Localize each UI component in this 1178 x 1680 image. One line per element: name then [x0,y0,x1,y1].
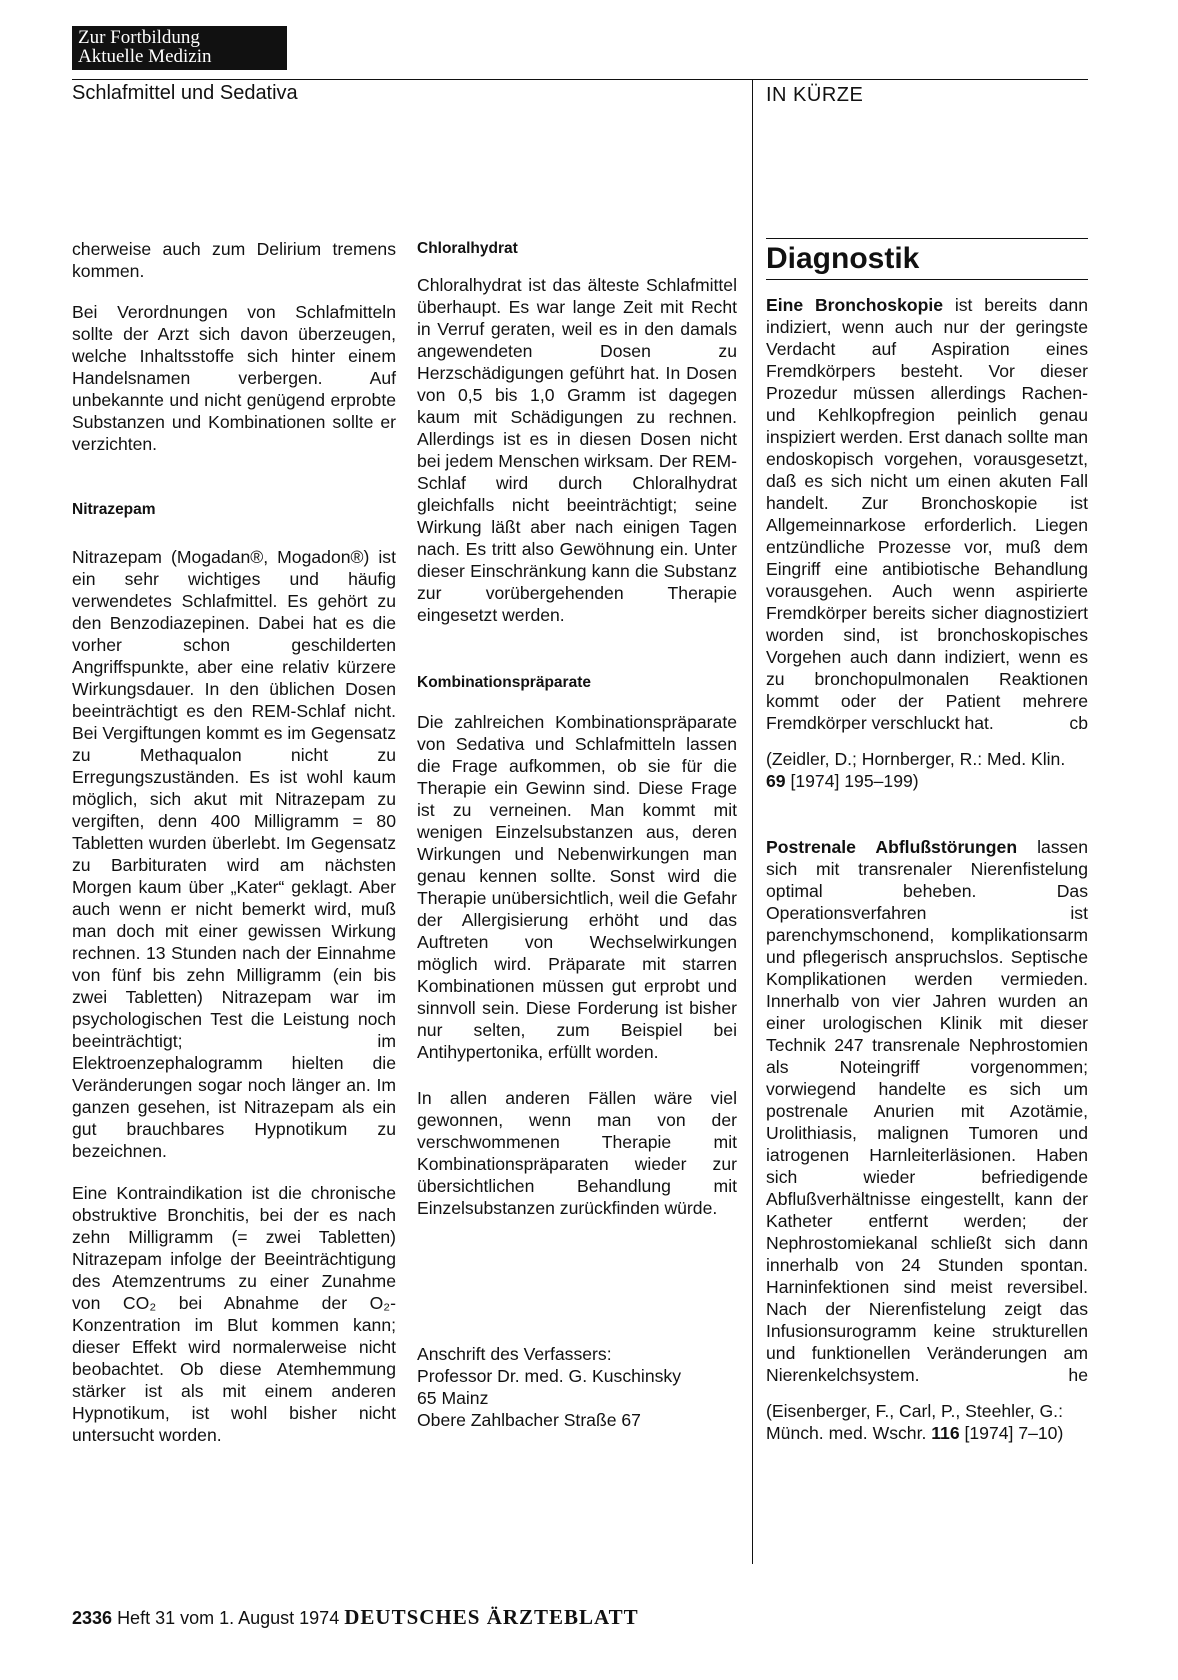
address-line: Obere Zahlbacher Straße 67 [417,1410,641,1430]
author-address [417,1343,737,1431]
brief-text: ist bereits dann indiziert, wenn auch nur der geringste Verdacht auf Aspiration eines Fremdkörpers besteht. Vor dieser Prozedur müssen allerdings Rachen- und Kehlkopfregion peinlich genau inspiziert werden. Erst danach sollte man endoskopisch vorgehen, vorausgesetzt, daß es sich nicht um einen akuten Fall handelt. Zur Bronchoskopie ist Allgemeinnarkose erforderlich. Liegen entzündliche Prozesse vor, muß dem Eingriff eine antibiotische Behandlung vorausgehen. Auch wenn aspirierte Fremdkörper bereits sicher diagnostiziert worden sind, ist bronchoskopisches Vorgehen auch dann indiziert, wenn es zu bronchopulmonalen Reaktionen kommt oder der Patient mehrere Fremdkörper verschluckt hat. [766,295,1088,733]
title-rule-bottom [766,279,1088,280]
column-1 [72,238,396,1446]
page-footer [72,1605,639,1630]
issue-info: Heft 31 vom 1. August 1974 [117,1608,340,1628]
reference-text: (Eisenberger, F., Carl, P., Steehler, G.: Münch. med. Wschr. [766,1401,1063,1443]
paragraph: Die zahlreichen Kombinationspräparate von Sedativa und Schlafmitteln lassen die Frage aufkommen, ob sie für die Therapie ein Gewinn sind. Diese Frage ist zu verneinen. Man kommt mit wenigen Einzelsubstanzen aus, deren Wirkungen und Nebenwirkungen man genau kennen sollte. Sonst wird die Therapie unübersichtlich, weil die Gefahr der Allergisierung erhöht und das Auftreten von Wechselwirkungen möglich wird. Präparate mit starren Kombinationen müssen gut erprobt und sinnvoll sein. Diese Forderung ist bisher nur selten, zum Beispiel bei Antihypertonika, erfüllt worden. [417,712,737,1062]
author-initials: he [1068,1365,1088,1385]
rubric-label [72,26,287,70]
address-line: Professor Dr. med. G. Kuschinsky [417,1366,681,1386]
paragraph: Chloralhydrat ist das älteste Schlafmittel überhaupt. Es war lange Zeit mit Recht in Verruf geraten, weil es in den damals angewendeten Dosen zu Herzschädigungen geführt hat. In Dosen von 0,5 bis 1,0 Gramm ist dagegen kaum mit Schädigungen zu rechnen. Allerdings ist es in diesen Dosen nicht bei jedem Menschen wirksam. Der REM-Schlaf wird durch Chloralhydrat gleichfalls nicht beeinträchtigt; seine Wirkung läßt aber nach einigen Tagen nach. Es tritt also Gewöhnung ein. Unter dieser Einschränkung kann die Substanz zur vorübergehenden Therapie eingesetzt werden. [417,275,737,625]
paragraph: In allen anderen Fällen wäre viel gewonnen, wenn man von der verschwommenen Therapie mit Kombinationspräparaten wieder zur übersichtlichen Behandlung mit Einzelsubstanzen zurückfinden würde. [417,1088,737,1218]
header-rule-right [752,79,1088,80]
paragraph: Bei Verordnungen von Schlafmitteln sollte der Arzt sich davon überzeugen, welche Inhaltsstoffe sich hinter einem Handelsnamen verbergen. Auf unbekannte und nicht genügend erprobte Substanzen und Kombinationen sollte er verzichten. [72,302,396,454]
reference-volume: 116 [931,1423,960,1443]
reference [766,1400,1088,1444]
paragraph: Nitrazepam (Mogadan®, Mogadon®) ist ein sehr wichtiges und häufig verwendetes Schlafmittel. Es gehört zu den Benzodiazepinen. Dabei hat es die vorher schon geschilderten Angriffspunkte, aber eine relativ kürzere Wirkungsdauer. In den üblichen Dosen beeinträchtigt es den REM-Schlaf nicht. Bei Vergiftungen kommt es im Gegensatz zu Methaqualon nicht zu Erregungszuständen. Es ist wohl kaum möglich, sich akut mit Nitrazepam zu vergiften, denn 400 Milligramm = 80 Tabletten wurden überlebt. Im Gegensatz zu Barbituraten wird am nächsten Morgen kaum über „Kater“ geklagt. Aber auch wenn er nicht bemerkt wird, muß man doch mit einer gewissen Wirkung rechnen. 13 Stunden nach der Einnahme von fünf bis zehn Milligramm (ein bis zwei Tabletten) Nitrazepam war im psychologischen Test die Leistung noch beeinträchtigt; im Elektroenzephalogramm hielten die Veränderungen sogar noch länger an. Im ganzen gesehen, ist Nitrazepam als ein gut brauchbares Hypnotikum zu bezeichnen. [72,547,396,1161]
rubric-line-2: Aktuelle Medizin [78,46,212,67]
heading-nitrazepam: Nitrazepam [72,501,156,518]
diagnostik-title: Diagnostik [766,242,920,275]
author-initials: cb [1069,713,1088,733]
reference-text: [1974] 7–10) [959,1423,1064,1443]
section-title: Schlafmittel und Sedativa [72,82,298,104]
journal-name: DEUTSCHES ÄRZTEBLATT [344,1605,639,1629]
column-3 [766,238,1088,1444]
brief-lead: Postrenale Abflußstörungen [766,837,1018,857]
address-line: 65 Mainz [417,1388,489,1408]
title-rule-top [766,238,1088,239]
brief-text: lassen sich mit transrenaler Nierenfistelung optimal beheben. Das Operationsverfahren ist parenchymschonend, komplikationsarm und pflegerisch anspruchslos. Septische Komplikationen werden vermieden. Innerhalb von vier Jahren wurden an einer urologischen Klinik mit dieser Technik 247 transrenale Nephrostomien als Noteingriff vorgenommen; vorwiegend handelte es sich um postrenale Anurien mit Azotämie, Urolithiasis, malignen Tumoren und iatrogenen Harnleiterläsionen. Haben sich wieder befriedigende Abflußverhältnisse eingestellt, kann der Katheter entfernt werden; der Nephrostomiekanal schließt sich dann innerhalb von 24 Stunden spontan. Harninfektionen sind meist reversibel. Nach der Nierenfistelung zeigt das Infusionsurogramm keine strukturellen und funktionellen Veränderungen am Nierenkelchsystem. [766,837,1088,1385]
address-line: Anschrift des Verfassers: [417,1344,612,1364]
column-divider [752,79,753,1564]
rubric-line-1: Zur Fortbildung [78,27,200,48]
brief-abflussstoerungen [766,836,1088,1386]
column-2 [417,238,737,1431]
brief-lead: Eine Bronchoskopie [766,295,944,315]
paragraph: cherweise auch zum Delirium tremens kommen. [72,239,396,281]
reference [766,748,1088,792]
paragraph: Eine Kontraindikation ist die chronische obstruktive Bronchitis, bei der es nach zehn Milligramm (= zwei Tabletten) Nitrazepam infolge der Beeinträchtigung des Atemzentrums zu einer Zunahme von CO₂ bei Abnahme der O₂-Konzentration im Blut kommen kann; dieser Effekt wird normalerweise nicht beobachtet. Ob diese Atemhemmung stärker ist als mit einem anderen Hypnotikum, ist wohl bisher nicht untersucht worden. [72,1183,396,1445]
reference-text: [1974] 195–199) [785,771,919,791]
reference-volume: 69 [766,771,786,791]
inbrief-title: IN KÜRZE [766,84,864,106]
heading-kombinationspraeparate: Kombinationspräparate [417,674,591,691]
brief-bronchoskopie [766,294,1088,734]
page-number: 2336 [72,1608,113,1628]
header-rule-left [72,79,752,80]
heading-chloralhydrat: Chloralhydrat [417,240,518,257]
reference-text: (Zeidler, D.; Hornberger, R.: Med. Klin. [766,749,1066,769]
